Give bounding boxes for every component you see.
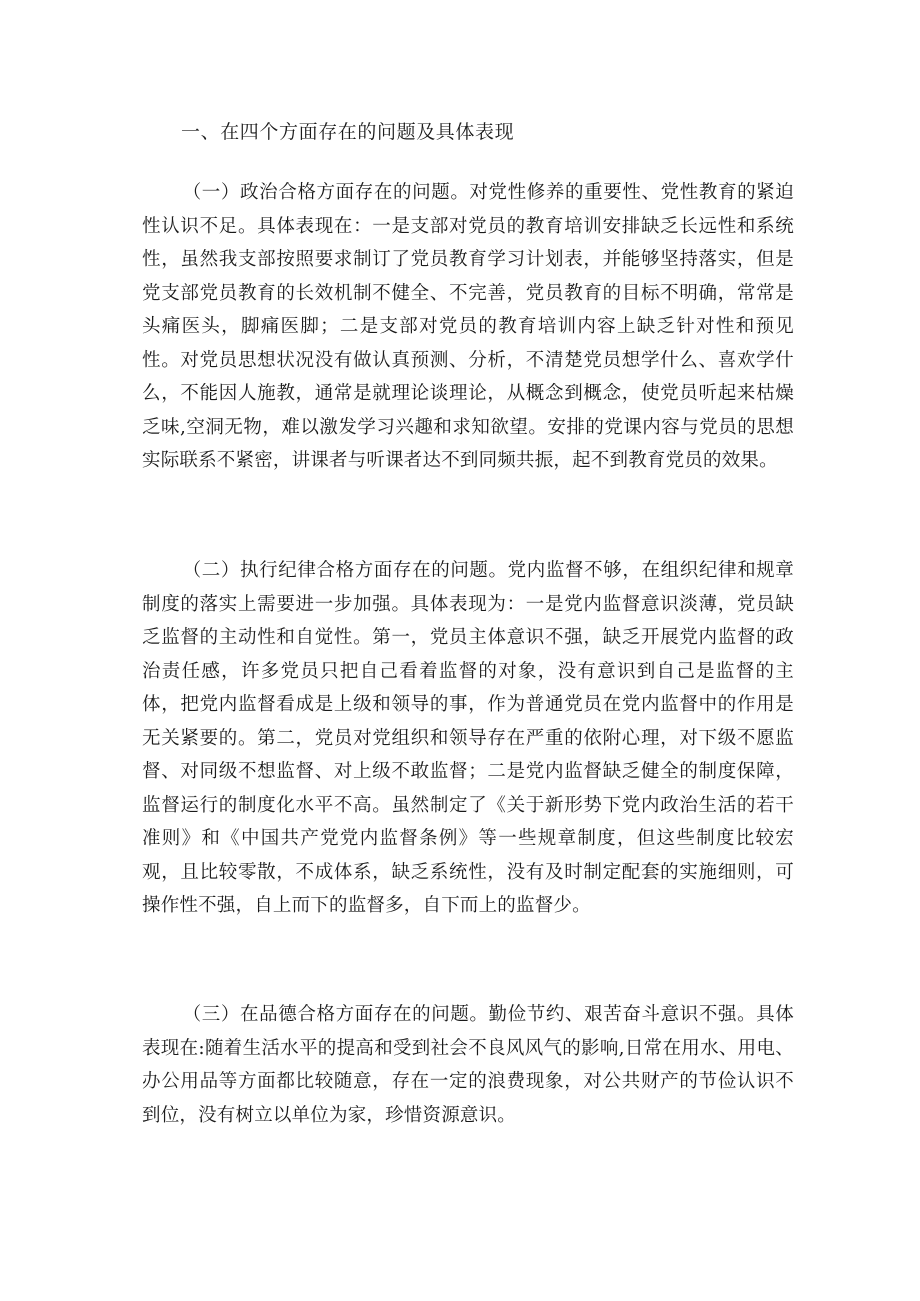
- section-heading: 一、在四个方面存在的问题及具体表现: [181, 121, 515, 143]
- paragraph-political: （一）政治合格方面存在的问题。对党性修养的重要性、党性教育的紧迫性认识不足。具体表现在：一是支部对党员的教育培训安排缺乏长远性和系统性，虽然我支部按照要求制订了党员教育学习计划表，并能够坚持落实，但是党支部党员教育的长效机制不健全、不完善，党员教育的目标不明确，常常是头痛医头，脚痛医脚；二是支部对党员的教育培训内容上缺乏针对性和预见性。对党员思想状况没有做认真预测、分析，不清楚党员想学什么、喜欢学什么，不能因人施教，通常是就理论谈理论，从概念到概念，使党员听起来枯燥乏味,空洞无物，难以激发学习兴趣和求知欲望。安排的党课内容与党员的思想实际联系不紧密，讲课者与听课者达不到同频共振，起不到教育党员的效果。: [142, 182, 794, 471]
- paragraph-morality: （三）在品德合格方面存在的问题。勤俭节约、艰苦奋斗意识不强。具体表现在:随着生活水平的提高和受到社会不良风风气的影响,日常在用水、用电、办公用品等方面都比较随意，存在一定的浪费现象，对公共财产的节俭认识不到位，没有树立以单位为家，珍惜资源意识。: [142, 1004, 794, 1126]
- paragraph-discipline: （二）执行纪律合格方面存在的问题。党内监督不够，在组织纪律和规章制度的落实上需要进一步加强。具体表现为：一是党内监督意识淡薄，党员缺乏监督的主动性和自觉性。第一，党员主体意识不强，缺乏开展党内监督的政治责任感，许多党员只把自己看着监督的对象，没有意识到自己是监督的主体，把党内监督看成是上级和领导的事，作为普通党员在党内监督中的作用是无关紧要的。第二，党员对党组织和领导存在严重的依附心理，对下级不愿监督、对同级不想监督、对上级不敢监督；二是党内监督缺乏健全的制度保障，监督运行的制度化水平不高。虽然制定了《关于新形势下党内政治生活的若干准则》和《中国共产党党内监督条例》等一些规章制度，但这些制度比较宏观，且比较零散，不成体系，缺乏系统性，没有及时制定配套的实施细则，可操作性不强，自上而下的监督多，自下而上的监督少。: [142, 560, 794, 916]
